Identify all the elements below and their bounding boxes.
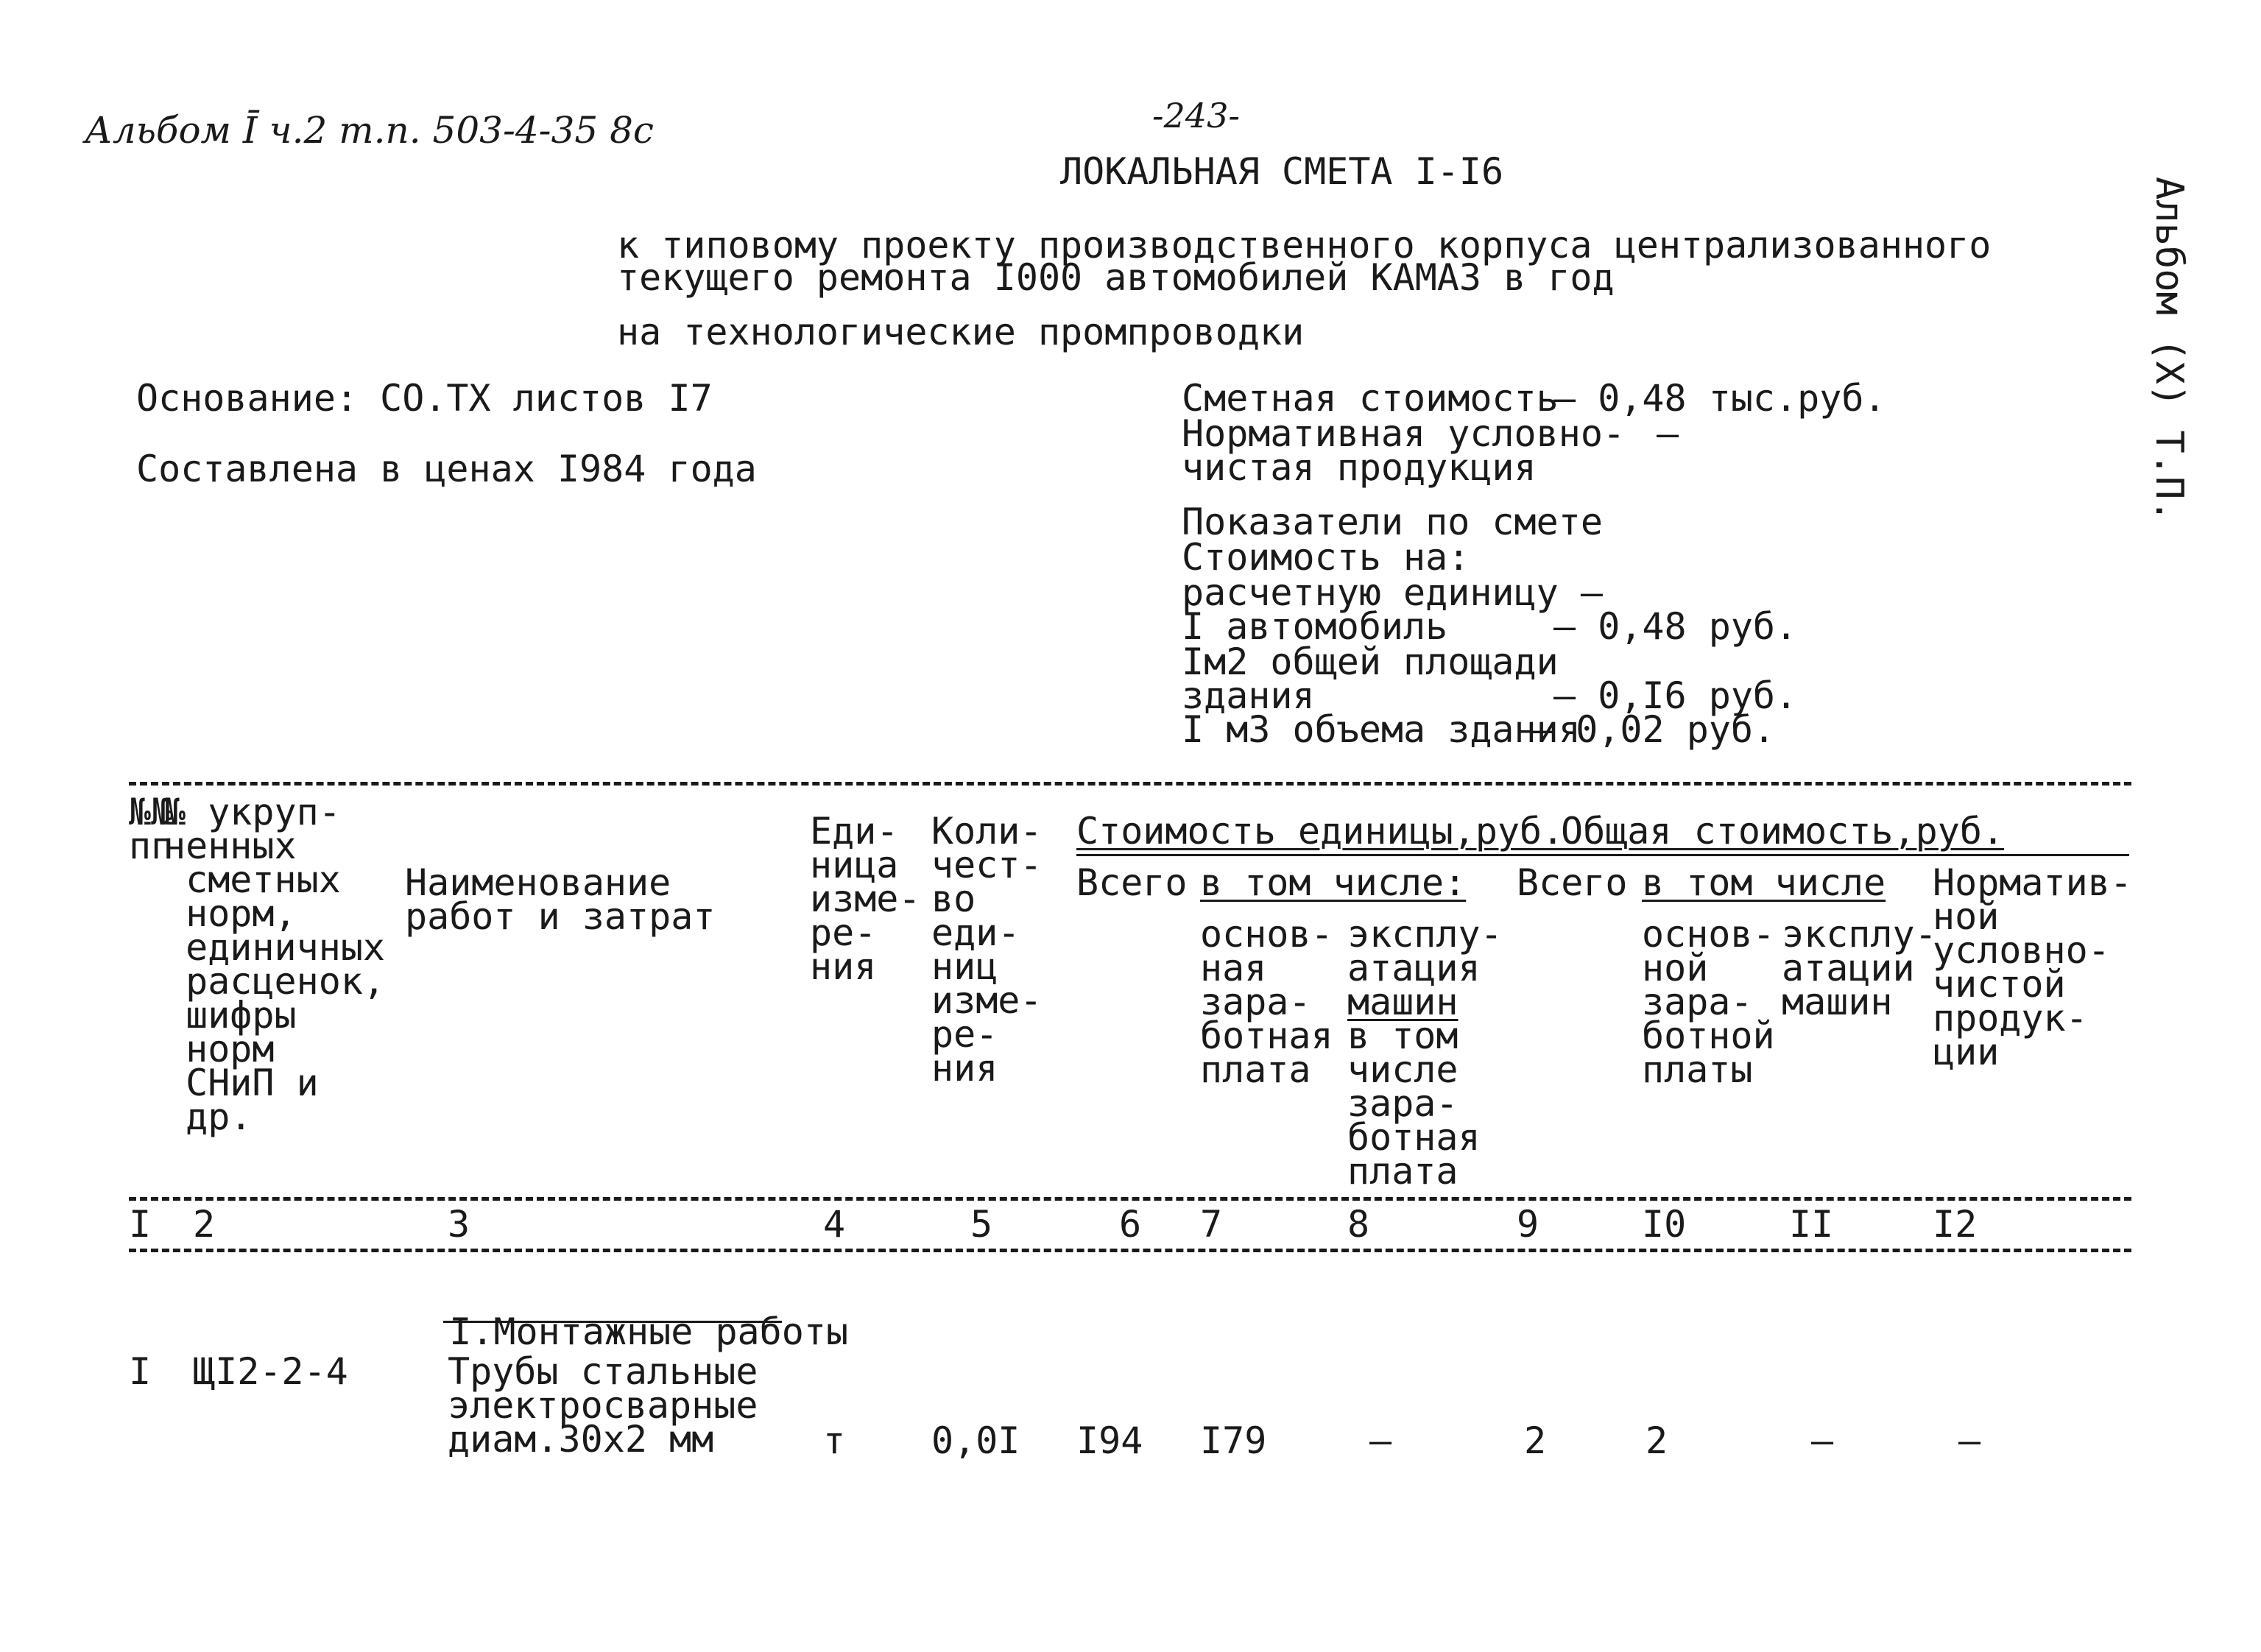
column-number: 9 (1517, 1203, 1539, 1246)
column-number: 4 (823, 1203, 846, 1246)
header-col-total: Всего (1517, 861, 1628, 904)
header-col-total-machines: эксплу- атации машин (1782, 913, 1937, 1023)
prices-year-text: Составлена в ценах I984 года (136, 448, 757, 490)
row-name: Трубы стальные электросварные диам.30х2 мм (448, 1350, 758, 1461)
header-unit-cost-group: Стоимость единицы,руб. (1076, 810, 1565, 853)
basis-text: Основание: СО.ТХ листов I7 (136, 377, 713, 420)
column-number: I (129, 1203, 152, 1246)
calc-unit-label: расчетную единицу – (1182, 571, 1603, 614)
side-album-label: Альбом (Х) Т.П. (2147, 177, 2191, 523)
row-code: ЩI2-2-4 (193, 1350, 348, 1393)
normative-label-2: чистая продукция (1182, 446, 1537, 489)
estimated-cost-value: – 0,48 тыс.руб. (1553, 377, 1886, 420)
album-reference-handwritten: Альбом Ī ч.2 т.п. 503-4-35 8с (85, 109, 654, 152)
section-title-text: I.Монтажные работы (449, 1310, 849, 1353)
row-unit: т (823, 1419, 846, 1462)
per-m2-label-1: Iм2 общей площади (1182, 640, 1559, 683)
header-total-cost-group: Общая стоимость,руб. (1561, 810, 2005, 853)
header-incl-unit: в том числе: (1200, 861, 1467, 904)
normative-label-1: Нормативная условно- (1182, 412, 1626, 455)
section-title (405, 1281, 849, 1353)
column-number: 6 (1119, 1203, 1142, 1246)
column-number: 3 (448, 1203, 470, 1246)
header-col-qty: Коли- чест- во еди- ниц изме- ре- ния (931, 810, 1043, 1090)
group-header-rule (1076, 854, 2129, 856)
column-number: 8 (1347, 1203, 1370, 1246)
subtitle-line-1: к типовому проекту производственного корпуса централизованного (617, 224, 1992, 266)
column-number: 2 (193, 1203, 216, 1246)
column-number: II (1789, 1203, 1834, 1246)
row-total: 2 (1524, 1419, 1547, 1462)
per-m3-value: – 0,02 руб. (1531, 708, 1776, 751)
row-quantity: 0,0I (931, 1419, 1020, 1462)
header-col-unit-machines-a: эксплу- атация (1347, 913, 1503, 989)
document-title: ЛОКАЛЬНАЯ СМЕТА I-I6 (1060, 150, 1504, 193)
section-title-underline (443, 1321, 782, 1323)
header-col-unit-total: Всего (1076, 861, 1188, 904)
row-unit-wage: I79 (1200, 1419, 1267, 1462)
page-number: -243- (1152, 96, 1240, 135)
row-total-wage: 2 (1646, 1419, 1668, 1462)
row-unit-machines: – (1369, 1419, 1392, 1462)
per-car-label: I автомобиль (1182, 605, 1448, 648)
header-col-unit: Еди- ница изме- ре- ния (810, 810, 921, 988)
column-number: 7 (1200, 1203, 1223, 1246)
table-top-rule (129, 782, 2131, 786)
row-number: I (129, 1350, 152, 1393)
column-numbers-bottom-rule (129, 1249, 2131, 1252)
per-m2-label-2: здания (1182, 674, 1315, 717)
header-col-unit-wage: основ- ная зара- ботная плата (1200, 913, 1333, 1091)
column-number: I0 (1642, 1203, 1687, 1246)
column-number: 5 (970, 1203, 993, 1246)
subtitle-line-3: на технологические промпроводки (617, 311, 1305, 353)
header-col-name: Наименование работ и затрат (405, 861, 716, 938)
row-normative: – (1958, 1419, 1981, 1462)
cost-per-label: Стоимость на: (1182, 536, 1470, 579)
header-col-total-wage: основ- ной зара- ботной платы (1642, 913, 1775, 1091)
per-car-value: – 0,48 руб. (1553, 605, 1798, 648)
column-number: I2 (1933, 1203, 1978, 1246)
row-unit-total: I94 (1076, 1419, 1143, 1462)
table-header-bottom-rule (129, 1197, 2131, 1201)
header-col-normative: Норматив- ной условно- чистой продук- ции (1933, 861, 2132, 1073)
row-total-machines: – (1811, 1419, 1834, 1462)
per-m3-label: I м3 объема здания (1182, 708, 1581, 751)
per-m2-value: – 0,I6 руб. (1553, 674, 1798, 717)
header-col-code: № укруп- ненных сметных норм, единичных расценок, шифры норм СНиП и др. (163, 791, 386, 1138)
header-col-unit-machines-c: в том числе зара- ботная плата (1347, 1014, 1481, 1193)
normative-dash: – (1657, 412, 1679, 455)
header-col-number: №№ пп (129, 791, 174, 867)
header-col-unit-machines-b: машин (1347, 981, 1458, 1023)
subtitle-line-2: текущего ремонта I000 автомобилей КАМАЗ в год (617, 256, 1615, 299)
estimated-cost-label: Сметная стоимость (1182, 377, 1559, 420)
indicators-title: Показатели по смете (1182, 501, 1603, 543)
header-incl-total: в том числе (1642, 861, 1886, 904)
